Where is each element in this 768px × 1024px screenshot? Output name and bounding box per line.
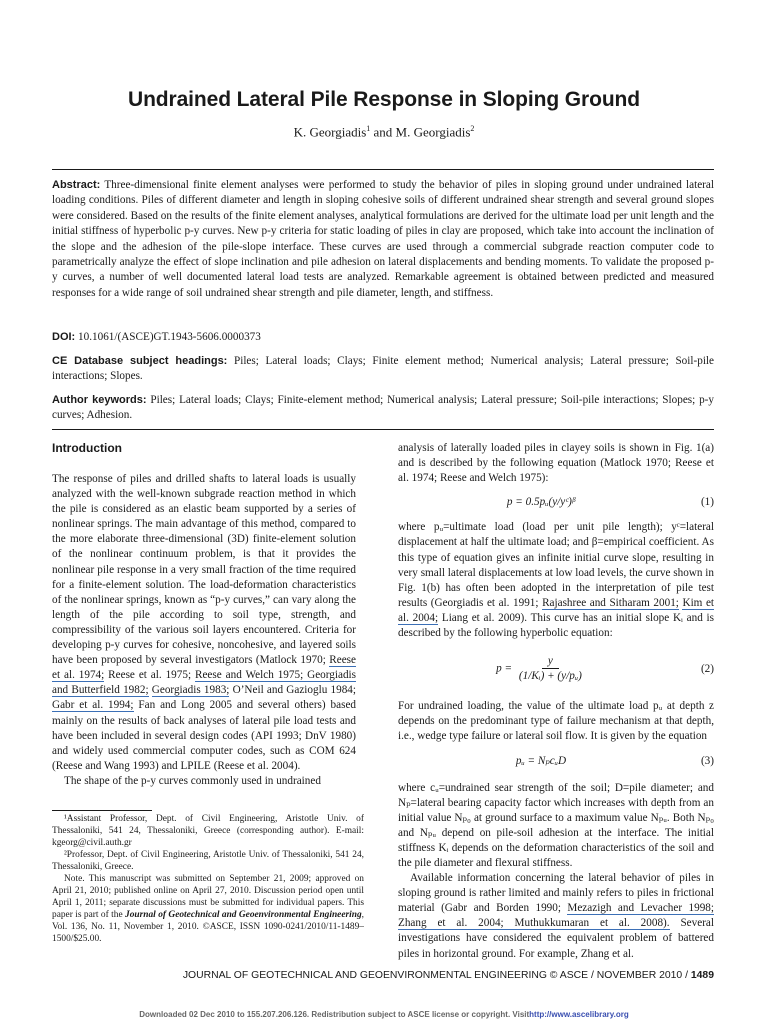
- equation-2-numerator: y: [542, 655, 559, 669]
- top-rule: [52, 169, 714, 170]
- journal-name: Journal of Geotechnical and Geoenvironmental Engineering: [125, 910, 362, 920]
- equation-1-number: (1): [700, 496, 714, 509]
- equation-1: [398, 495, 714, 510]
- intro-heading: Introduction: [52, 441, 122, 455]
- manuscript-note: Note. This manuscript was submitted on September 21, 2009; approved on April 21, 2010; published online on April 27, 2010. Discussion period open until April 1, 2011; separate discussions must be submitted for individual papers. This paper is part of the Journal of Geotechnical and Geoenvironmental Engineering, Vol. 136, No. 11, November 1, 2010. ©ASCE, ISSN 1090-0241/2010/11-1489–1500/$25.00.: [52, 874, 364, 944]
- author-1: K. Georgiadis: [293, 124, 367, 140]
- citation-link[interactable]: Georgiadis 1983;: [151, 684, 230, 697]
- equation-3-expr: pᵤ = NₚcᵤD: [515, 755, 567, 768]
- footnotes: [52, 813, 364, 945]
- equation-2-number: (2): [700, 662, 714, 675]
- citation-link[interactable]: Reese and Welch 1975; Georgiadis and Butterfield 1982;: [52, 669, 356, 697]
- intro-paragraph-1: The response of piles and drilled shafts to lateral loads is usually analyzed with the well-known subgrade reaction method in which the pile is considered as an elastic beam supported by a series of nonlinear springs. The main advantage of this method, compared to the more elaborate three-dimensional (3D) finite-element solution of the nonlinear continuum problem, is that it provides the nonlinear pile response in a very small fraction of the time required for a finite-element solution. The load-deformation characteristics of the nonlinear springs, known as “p-y curves,” can vary along the length of the pile according to soil type, strength, and compressibility of the various soil layers encountered. Criteria for developing p-y curves for cohesive, noncohesive, and layered soils have been proposed by several investigators (Matlock 1970; Reese et al. 1974; Reese et al. 1975; Reese and Welch 1975; Georgiadis and Butterfield 1982; Georgiadis 1983; O’Neil and Gazioglu 1984; Gabr et al. 1994; Fan and Long 2005 and several others) based mainly on the results of back analyses of lateral pile load tests and have been included in several design codes (API 1993; DnV 1980) and widely used commercial computer codes, such as COM 624 (Reese and Wang 1993) and LPILE (Reese et al. 2004).: [52, 473, 356, 772]
- citation-link[interactable]: Kim et al. 2004;: [398, 596, 715, 624]
- citation-link[interactable]: Gabr et al. 1994;: [52, 699, 134, 712]
- equation-2-fraction: [515, 655, 586, 683]
- equation-2: [398, 655, 714, 683]
- page-number: 1489: [690, 970, 714, 981]
- ce-headings-text: Piles; Lateral loads; Clays; Finite element method; Numerical analysis; Lateral pressure; Soil-pile interactions; Slopes.: [52, 355, 714, 383]
- ascelibrary-link[interactable]: http://www.ascelibrary.org: [529, 1010, 629, 1019]
- left-column: [52, 472, 356, 789]
- paper-title: Undrained Lateral Pile Response in Sloping Ground: [128, 88, 640, 111]
- author-2-affil: 2: [470, 124, 475, 133]
- right-paragraph-2: where pᵤ=ultimate load (load per unit pile length); yᶜ=lateral displacement at half the ultimate load; and β=empirical coefficient. As this type of equation gives an infinite initial curve slope, resulting in very small lateral displacements at low load levels, the curve shown in Fig. 1(b) has often been adopted in the interpretation of pile test results (Georgiadis et al. 1991; Rajashree and Sitharam 2001; Kim et al. 2004; Liang et al. 2009). This curve has an initial slope Kᵢ and is described by the following hyperbolic equation:: [398, 521, 715, 640]
- equation-3: [398, 754, 714, 769]
- right-paragraph-5: Available information concerning the lateral behavior of piles in sloping ground is rather limited and mainly refers to piles in frictional material (Gabr and Borden 1990; Mezazigh and Levacher 1998; Zhang et al. 2004; Muthukkumaran et al. 2008). Several investigations have considered the equivalent problem of battered piles in horizontal ground. For example, Zhang et al.: [398, 872, 715, 960]
- author-1-affil: 1: [366, 124, 371, 133]
- doi-label: DOI:: [52, 331, 76, 343]
- keywords-label: Author keywords:: [52, 394, 147, 406]
- equation-3-number: (3): [700, 755, 714, 768]
- equation-2-lhs: p =: [496, 662, 513, 675]
- footnote-1: ¹Assistant Professor, Dept. of Civil Engineering, Aristotle Univ. of Thessaloniki, 541 24, Thessaloniki, Greece (corresponding author). E-mail: kgeorg@civil.auth.gr: [52, 814, 364, 848]
- keywords-text: Piles; Lateral loads; Clays; Finite-element method; Numerical analysis; Lateral pressure; Soil-pile interactions; Slopes; p-y curves; Adhesion.: [52, 394, 714, 422]
- journal-footer: JOURNAL OF GEOTECHNICAL AND GEOENVIRONMENTAL ENGINEERING © ASCE / NOVEMBER 2010 / 1489: [182, 970, 714, 981]
- right-column: [398, 441, 714, 962]
- abstract-text: Three-dimensional finite element analyses were performed to study the behavior of piles in sloping ground under undrained lateral loading conditions. Piles of different diameter and length in sloping cohesive soils of different undrained shear strength and several ground slopes were considered. Based on the results of the finite element analyses, analytical formulations are derived for the ultimate load per unit length and the initial stiffness of hyperbolic p-y curves. New p-y criteria for static loading of piles in clay are proposed, which take into account the inclination of the slope and the adhesion of the pile-slope interface. These curves are used through a commercial subgrade reaction computer code to parametrically analyze the effect of slope inclination and pile adhesion on lateral displacements and bending moments. To validate the proposed p-y curves, a number of well documented lateral load tests are analyzed. Remarkable agreement is obtained between predicted and measured responses for a wide range of soil undrained shear strength and pile diameter, length, and stiffness.: [52, 179, 714, 299]
- equation-1-expr: p = 0.5pᵤ(y/yᶜ)ᵝ: [506, 496, 576, 509]
- citation-link[interactable]: Reese et al. 1974;: [52, 654, 356, 682]
- equation-2-expr: [398, 655, 684, 683]
- citation-link[interactable]: Rajashree and Sitharam 2001;: [542, 596, 679, 609]
- doi: [52, 330, 714, 345]
- doi-text[interactable]: 10.1061/(ASCE)GT.1943-5606.0000373: [75, 331, 261, 343]
- abstract-label: Abstract:: [52, 179, 101, 191]
- citation-link[interactable]: Mezazigh and Levacher 1998; Zhang et al. 2004; Muthukkumaran et al. 2008).: [398, 902, 714, 930]
- abstract: [52, 178, 714, 301]
- section-rule: [52, 429, 714, 430]
- author-conj: and: [370, 124, 396, 140]
- right-paragraph-4: where cᵤ=undrained sear strength of the soil; D=pile diameter; and Nₚ=lateral bearing capacity factor which increases with depth from an initial value Nₚ₀ at ground surface to a maximum value Nₚᵤ. Both Nₚ₀ and Nₚᵤ depend on pile-soil adhesion at the interface. The initial stiffness Kᵢ depends on the deformation characteristics of the soil and the pile diameter and flexural stiffness.: [398, 781, 714, 869]
- ce-headings: [52, 354, 714, 385]
- equation-2-denominator: (1/Kᵢ) + (y/pᵤ): [518, 670, 582, 683]
- author-keywords: [52, 393, 714, 424]
- right-paragraph-3: For undrained loading, the value of the ultimate load pᵤ at depth z depends on the predominant type of failure mechanism at that depth, i.e., wedge type failure or lateral soil flow. It is given by the equation: [398, 700, 714, 743]
- author-2: M. Georgiadis: [395, 124, 471, 140]
- right-paragraph-1: analysis of laterally loaded piles in clayey soils is shown in Fig. 1(a) and is described by the following equation (Matlock 1970; Reese et al. 1974; Reese and Welch 1975):: [398, 442, 714, 485]
- footnote-rule: [52, 810, 152, 811]
- footnote-2: ²Professor, Dept. of Civil Engineering, Aristotle Univ. of Thessaloniki, 541 24, Thessaloniki, Greece.: [52, 850, 364, 872]
- ce-headings-label: CE Database subject headings:: [52, 355, 228, 367]
- download-notice: Downloaded 02 Dec 2010 to 155.207.206.126. Redistribution subject to ASCE license or copyright. Visithttp://www.ascelibrary.org: [139, 1010, 629, 1019]
- intro-paragraph-2: The shape of the p-y curves commonly used in undrained: [64, 774, 321, 787]
- author-line: [0, 124, 768, 140]
